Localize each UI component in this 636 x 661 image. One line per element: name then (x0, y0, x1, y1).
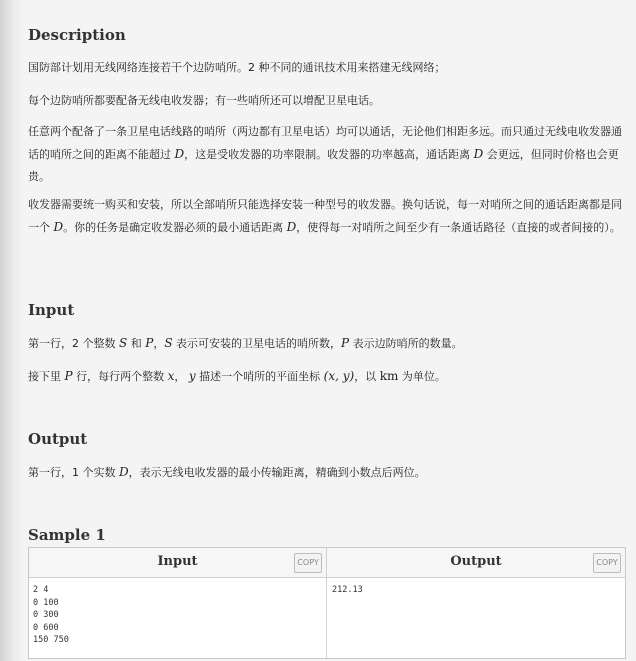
sample-heading: Sample 1 (28, 526, 106, 544)
description-paragraph-3: 任意两个配备了一条卫星电话线路的哨所（两边都有卫星电话）均可以通话，无论他们相距多远。而只通过无线电收发器通话的哨所之间的距离不能超过 D，这是受收发器的功率限制。收发器的功率越高，通话距离 D 会更远，但同时价格也会更贵。 (28, 125, 622, 183)
unit-label: km (379, 369, 399, 383)
math-variable: D (53, 220, 64, 234)
input-heading: Input (28, 301, 75, 319)
math-variable: D (286, 220, 297, 234)
sample-output-header (327, 548, 625, 578)
sample-table (28, 547, 626, 659)
math-variable: D (473, 147, 484, 161)
copy-input-button[interactable]: COPY (294, 553, 322, 573)
math-variable: D (119, 465, 129, 479)
description-paragraph-2: 每个边防哨所都要配备无线电收发器；有一些哨所还可以增配卫星电话。 (28, 94, 380, 107)
math-variable: P (145, 336, 154, 350)
sample-input-title: Input (157, 554, 198, 569)
sample-output-title: Output (450, 554, 502, 569)
input-paragraph-2: 接下里 P 行，每行两个整数 x， y 描述一个哨所的平面坐标 (x, y)，以 km 为单位。 (28, 369, 446, 383)
output-paragraph-1: 第一行，1 个实数 D，表示无线电收发器的最小传输距离，精确到小数点后两位。 (28, 465, 426, 479)
input-paragraph-1: 第一行，2 个整数 S 和 P，S 表示可安装的卫星电话的哨所数，P 表示边防哨所的数量。 (28, 336, 463, 350)
description-heading: Description (28, 26, 126, 44)
description-paragraph-4: 收发器需要统一购买和安装，所以全部哨所只能选择安装一种型号的收发器。换句话说，每一对哨所之间的通话距离都是同一个 D。你的任务是确定收发器必须的最小通话距离 D，使得每一对哨所之间至少有一条通话路径（直接的或者间接的）。 (28, 198, 622, 234)
sample-output-cell (327, 578, 625, 658)
copy-output-button[interactable]: COPY (593, 553, 621, 573)
sample-input-text[interactable]: 2 4 0 100 0 300 0 600 150 750 (33, 585, 69, 645)
output-heading: Output (28, 430, 88, 448)
math-variable: x (167, 369, 175, 383)
sample-input-header (29, 548, 327, 578)
math-variable: D (174, 147, 185, 161)
math-variable: y (188, 369, 196, 383)
description-paragraph-1: 国防部计划用无线网络连接若干个边防哨所。2 种不同的通讯技术用来搭建无线网络； (28, 61, 446, 74)
sample-input-cell (29, 578, 327, 658)
math-variable: S (119, 336, 128, 350)
math-variable: P (64, 369, 73, 383)
sample-output-text[interactable]: 212.13 (332, 585, 363, 595)
math-variable: P (341, 336, 350, 350)
math-coordinate: (x, y) (323, 369, 355, 383)
math-variable: S (164, 336, 173, 350)
